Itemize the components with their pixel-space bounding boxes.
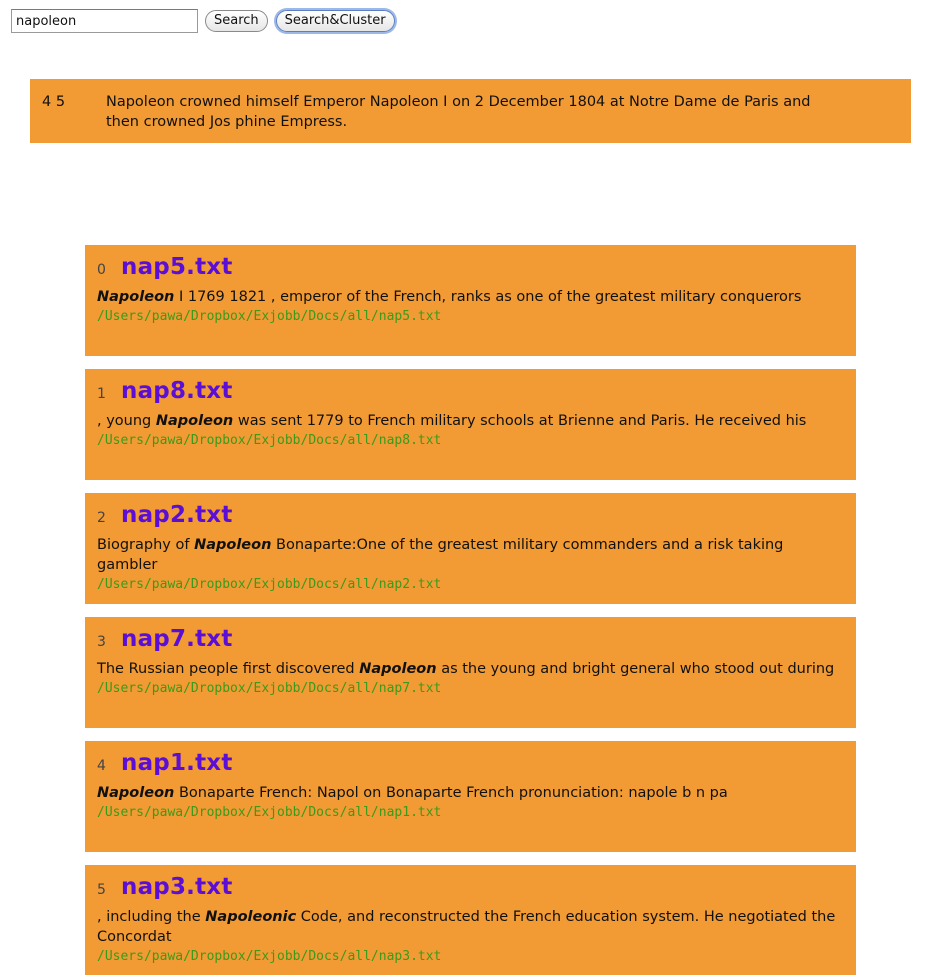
result-rank: 2	[97, 510, 106, 526]
cluster-summary-box	[30, 79, 911, 143]
snippet-highlight: Napoleon	[194, 537, 272, 553]
result-title-row	[97, 502, 844, 528]
snippet-text: I 1769 1821 , emperor of the French, ranks as one of the greatest military conquerors	[174, 289, 802, 305]
snippet-text: Bonaparte French: Napol on Bonaparte French pronunciation: napole b n pa	[174, 785, 728, 801]
search-button[interactable]: Search	[205, 10, 268, 32]
result-title-row	[97, 254, 844, 280]
snippet-text: as the young and bright general who stood out during	[436, 661, 835, 677]
result-item	[85, 369, 856, 480]
result-title-row	[97, 626, 844, 652]
result-item	[85, 245, 856, 356]
result-rank: 4	[97, 758, 106, 774]
result-title-link[interactable]: nap2.txt	[121, 502, 233, 528]
cluster-ids: 4 5	[42, 94, 66, 110]
result-item	[85, 493, 856, 604]
result-title-link[interactable]: nap3.txt	[121, 874, 233, 900]
result-file-path: /Users/pawa/Dropbox/Exjobb/Docs/all/nap8.txt	[97, 433, 442, 448]
result-snippet	[97, 659, 847, 679]
search-bar	[11, 9, 395, 33]
result-file-path: /Users/pawa/Dropbox/Exjobb/Docs/all/nap2.txt	[97, 577, 442, 592]
snippet-highlight: Napoleonic	[205, 909, 297, 925]
result-item	[85, 617, 856, 728]
result-title-link[interactable]: nap5.txt	[121, 254, 233, 280]
result-file-path: /Users/pawa/Dropbox/Exjobb/Docs/all/nap1.txt	[97, 805, 442, 820]
result-snippet	[97, 907, 847, 947]
result-snippet	[97, 411, 847, 431]
result-snippet	[97, 783, 847, 803]
result-file-path: /Users/pawa/Dropbox/Exjobb/Docs/all/nap3.txt	[97, 949, 442, 964]
snippet-text: Biography of	[97, 537, 195, 553]
snippet-highlight: Napoleon	[97, 289, 175, 305]
result-file-path: /Users/pawa/Dropbox/Exjobb/Docs/all/nap7.txt	[97, 681, 442, 696]
result-item	[85, 865, 856, 975]
result-rank: 5	[97, 882, 106, 898]
result-snippet	[97, 287, 847, 307]
result-item	[85, 741, 856, 852]
result-title-link[interactable]: nap8.txt	[121, 378, 233, 404]
search-and-cluster-button[interactable]: Search&Cluster	[276, 10, 395, 32]
results-list	[85, 245, 856, 975]
snippet-text: , including the	[97, 909, 206, 925]
result-title-link[interactable]: nap7.txt	[121, 626, 233, 652]
search-input[interactable]	[11, 9, 198, 33]
result-title-row	[97, 378, 844, 404]
result-snippet	[97, 535, 847, 575]
result-rank: 0	[97, 262, 106, 278]
snippet-highlight: Napoleon	[97, 785, 175, 801]
snippet-text: Bonaparte:One of the greatest military commanders and a risk taking gambler	[97, 537, 784, 573]
snippet-text: Code, and reconstructed the French education system. He negotiated the Concordat	[97, 909, 836, 945]
result-rank: 3	[97, 634, 106, 650]
result-file-path: /Users/pawa/Dropbox/Exjobb/Docs/all/nap5.txt	[97, 309, 442, 324]
result-title-link[interactable]: nap1.txt	[121, 750, 233, 776]
snippet-text: was sent 1779 to French military schools at Brienne and Paris. He received his	[233, 413, 807, 429]
result-title-row	[97, 750, 844, 776]
cluster-summary-text: Napoleon crowned himself Emperor Napoleon I on 2 December 1804 at Notre Dame de Paris and then crowned Jos phine Empress.	[106, 94, 811, 130]
result-title-row	[97, 874, 844, 900]
snippet-highlight: Napoleon	[359, 661, 437, 677]
snippet-text: , young	[97, 413, 156, 429]
snippet-highlight: Napoleon	[155, 413, 234, 429]
result-rank: 1	[97, 386, 106, 402]
snippet-text: The Russian people first discovered	[97, 661, 360, 677]
